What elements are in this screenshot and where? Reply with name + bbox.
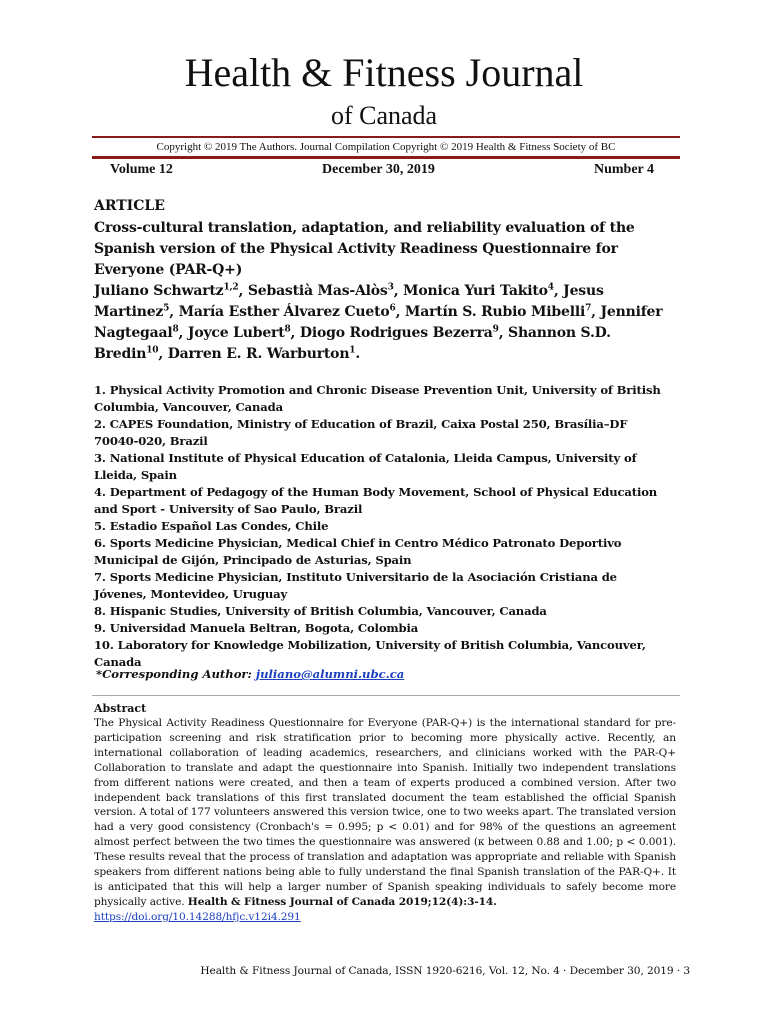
author-name: Jennifer Nagtegaal [94, 304, 663, 341]
journal-subtitle: of Canada [330, 101, 438, 130]
abstract-divider [92, 695, 680, 696]
author-name: Sebastià Mas-Alòs [247, 283, 388, 299]
page-footer: Health & Fitness Journal of Canada, ISSN 1920-6216, Vol. 12, No. 4 · December 30, 2019 · 3 [200, 965, 690, 977]
author-name: Joyce Lubert [187, 325, 285, 341]
corresponding-author [96, 666, 666, 683]
author-affiliation-marker: 9 [492, 324, 499, 335]
issue-number: Number 4 [594, 162, 655, 177]
issue-volume: Volume 12 [110, 162, 173, 177]
abstract-heading: Abstract [94, 702, 147, 715]
author-affiliation-marker: 7 [585, 303, 592, 314]
author-affiliation-marker: 3 [387, 282, 394, 293]
affiliation-item: 1. Physical Activity Promotion and Chronic Disease Prevention Unit, University of British Columbia, Vancouver, Canada [94, 383, 661, 414]
author-list: Juliano Schwartz$^{1,2}$, Sebastià Mas-Alòs$^3$, Monica Yuri Takito$^4$, Jesus Martinez$^5$, María Esther Álvarez Cueto$^6$, Martín S. Rubio Mibelli$^7$, Jennifer Nagtegaal$^8$, Joyce Lubert$^8$, Diogo Rodrigues Bezerra$^9$, Shannon S.D. Bredin$^{10}$, Darren E. R. Warburton$^1$. [94, 282, 663, 362]
author-name: Martín S. Rubio Mibelli [404, 304, 586, 320]
abstract-citation: Health & Fitness Journal of Canada 2019;12(4):3-14. [187, 895, 497, 908]
article-title: Cross-cultural translation, adaptation, and reliability evaluation of the Spanish version of the Physical Activity Readiness Questionnaire for Everyone (PAR-Q+) [94, 220, 635, 278]
author-name: María Esther Álvarez Cueto [178, 304, 390, 320]
author-affiliation-marker: 8 [172, 324, 179, 335]
author-name: Monica Yuri Takito [403, 283, 548, 299]
issue-date: December 30, 2019 [322, 162, 435, 177]
copyright-notice: Copyright © 2019 The Authors. Journal Compilation Copyright © 2019 Health & Fitness Society of BC [156, 141, 616, 153]
author-name: Juliano Schwartz [94, 283, 224, 299]
header-rule-top [92, 136, 680, 138]
affiliation-item: 2. CAPES Foundation, Ministry of Education of Brazil, Caixa Postal 250, Brasília–DF 70040-020, Brazil [94, 417, 628, 448]
author-affiliation-marker: 4 [547, 282, 554, 293]
author-affiliation-marker: 1,2 [223, 282, 239, 293]
affiliation-item: 9. Universidad Manuela Beltran, Bogota, Colombia [94, 621, 419, 635]
header-rule-bottom [92, 156, 680, 159]
article-type-label: ARTICLE [94, 198, 165, 214]
abstract-body [94, 716, 676, 925]
author-affiliation-marker: 6 [389, 303, 396, 314]
author-affiliation-marker: 1 [349, 345, 356, 356]
corresponding-email-link[interactable]: juliano@alumni.ubc.ca [255, 667, 405, 681]
abstract-text: The Physical Activity Readiness Questionnaire for Everyone (PAR-Q+) is the international standard for pre-participation screening and risk stratification prior to becoming more physically active. Recently, an international collaboration of leading academics, researchers, and clinicians worked with the PAR-Q+ Collaboration to translate and adapt the questionnaire into Spanish. Initially two independent translations from different nations were created, and then a team of experts produced a combined version. After two independent back translations of this first translated document the team established the official Spanish version. A total of 177 volunteers answered this version twice, one to two weeks apart. The translated version had a very good consistency (Cronbach's = 0.995; p < 0.01) and for 98% of the questions an agreement almost perfect between the two times the questionnaire was answered (κ between 0.88 and 1.00; p < 0.001). These results reveal that the process of translation and adaptation was appropriate and reliable with Spanish speakers from different nations being able to fully understand the final Spanish translation of the PAR-Q+. It is anticipated that this will help a larger number of Spanish speaking individuals to safely become more physically active. [94, 717, 676, 908]
author-affiliation-marker: 5 [163, 303, 170, 314]
doi-link[interactable]: https://doi.org/10.14288/hfjc.v12i4.291 [94, 910, 301, 923]
affiliation-item: 4. Department of Pedagogy of the Human Body Movement, School of Physical Education and Sport - University of Sao Paulo, Brazil [94, 485, 658, 516]
author-affiliation-marker: 8 [284, 324, 291, 335]
affiliation-item: 3. National Institute of Physical Education of Catalonia, Lleida Campus, University of Lleida, Spain [94, 451, 637, 482]
author-affiliation-marker: 10 [146, 345, 159, 356]
author-name: Darren E. R. Warburton [167, 346, 350, 362]
author-name: Shannon S.D. Bredin [94, 325, 611, 362]
affiliation-item: 7. Sports Medicine Physician, Instituto Universitario de la Asociación Cristiana de Jóvenes, Montevideo, Uruguay [94, 570, 617, 601]
author-name: Diogo Rodrigues Bezerra [299, 325, 493, 341]
affiliation-item: 5. Estadio Español Las Condes, Chile [94, 519, 329, 533]
author-name: Jesus Martinez [94, 283, 604, 320]
affiliation-item: 6. Sports Medicine Physician, Medical Chief in Centro Médico Patronato Deportivo Municipal de Gijón, Principado de Asturias, Spain [94, 536, 622, 567]
affiliation-item: 8. Hispanic Studies, University of British Columbia, Vancouver, Canada [94, 604, 547, 618]
corresponding-label: *Corresponding Author: [96, 667, 256, 681]
journal-title: Health & Fitness Journal [184, 50, 584, 95]
affiliation-list [94, 382, 664, 671]
affiliation-item: 10. Laboratory for Knowledge Mobilization, University of British Columbia, Vancouver, Canada [94, 638, 646, 669]
